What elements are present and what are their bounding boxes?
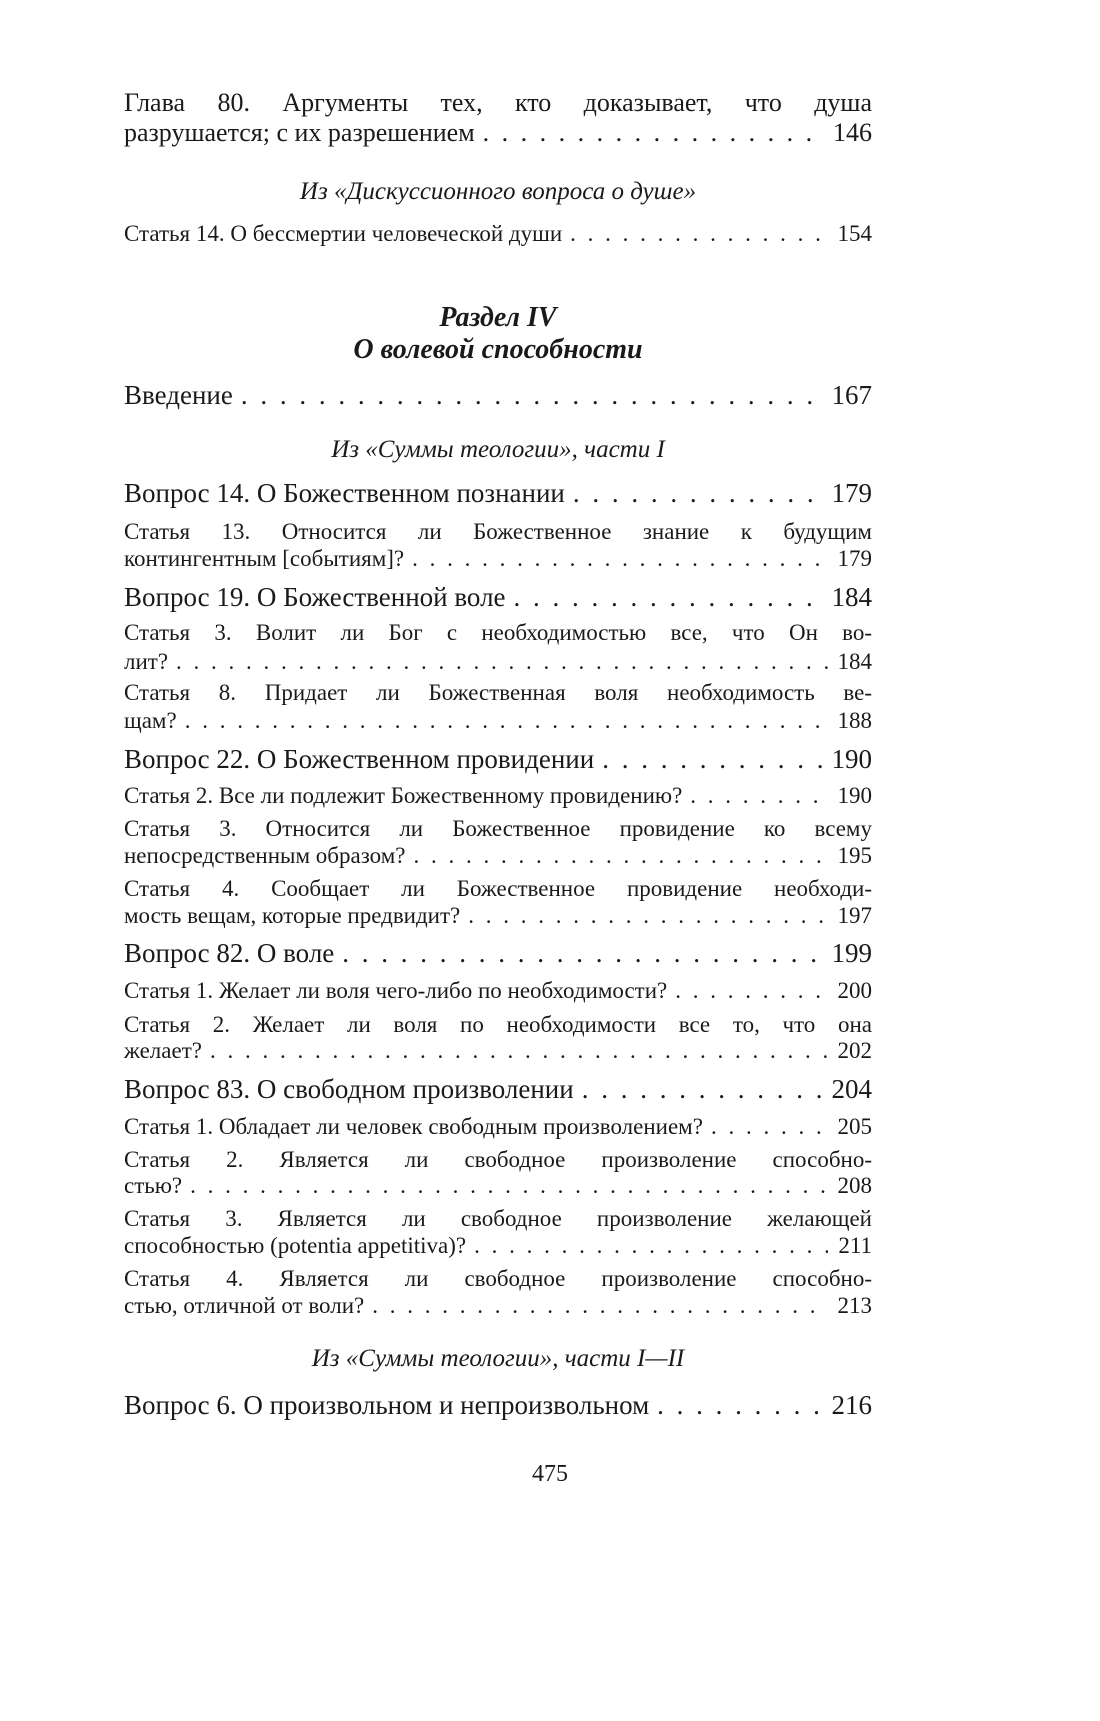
toc-entry-line[interactable]	[124, 679, 872, 706]
page-ref: 184	[837, 649, 872, 674]
dot-leader	[413, 842, 827, 869]
toc-entry-line[interactable]	[124, 1011, 872, 1038]
page-number: 475	[532, 1461, 568, 1487]
toc-entry-line[interactable]	[124, 875, 872, 902]
entry-title: мость вещам, которые предвидит?	[124, 903, 461, 928]
dot-leader	[573, 478, 822, 508]
page-ref: 146	[833, 118, 872, 147]
toc-entry-line[interactable]	[124, 380, 872, 410]
section-heading	[124, 334, 872, 366]
entry-title: способностью (potentia appetitiva)?	[124, 1233, 467, 1258]
entry-title: Из «Дискуссионного вопроса о душе»	[299, 178, 697, 205]
dot-leader	[372, 1292, 827, 1319]
toc-entry-line[interactable]	[124, 707, 872, 734]
dot-leader	[711, 1113, 828, 1140]
dot-leader	[582, 1074, 822, 1104]
page-ref: 205	[837, 1114, 872, 1139]
dot-leader	[210, 1037, 828, 1064]
dot-leader	[690, 782, 827, 809]
toc-entry-line[interactable]	[124, 1265, 872, 1292]
dot-leader	[468, 902, 827, 929]
entry-title: Статья 2. Желает ли воля по необходимости все то, что она	[124, 1012, 872, 1037]
toc-entry-line[interactable]	[124, 619, 872, 646]
entry-title: Вопрос 22. О Божественном провидении	[124, 744, 595, 774]
entry-title: Статья 3. Относится ли Божественное провидение ко всему	[124, 816, 872, 841]
dot-leader	[474, 1232, 828, 1259]
entry-title: контингентным [событиям]?	[124, 546, 405, 571]
entry-title: Из «Суммы теологии», части I—II	[311, 1345, 685, 1372]
subsection-heading	[124, 1345, 872, 1373]
page-ref: 184	[831, 582, 872, 612]
entry-title: Статья 14. О бессмертии человеческой души	[124, 221, 563, 246]
page-ref: 179	[831, 478, 872, 508]
toc-entry-line[interactable]	[124, 220, 872, 247]
page-ref: 216	[831, 1390, 872, 1420]
page-ref: 204	[831, 1074, 872, 1104]
toc-entry-line[interactable]	[124, 478, 872, 508]
toc-entry-line[interactable]	[124, 1390, 872, 1420]
page-ref: 208	[837, 1173, 872, 1198]
entry-title: разрушается; с их разрешением	[124, 118, 475, 147]
toc-entry-line[interactable]	[124, 1232, 872, 1259]
entry-title: Раздел IV	[439, 302, 557, 333]
toc-entry-line[interactable]	[124, 118, 872, 148]
toc-entry-line[interactable]	[124, 1113, 872, 1140]
toc-entry-line[interactable]	[124, 1037, 872, 1064]
entry-title: стью?	[124, 1173, 183, 1198]
page-ref: 190	[831, 744, 872, 774]
entry-title: Глава 80. Аргументы тех, кто доказывает, что душа	[124, 88, 872, 117]
page-ref: 213	[837, 1293, 872, 1318]
toc-entry-line[interactable]	[124, 1292, 872, 1319]
dot-leader	[483, 118, 823, 148]
entry-title: Статья 1. Желает ли воля чего-либо по необходимости?	[124, 978, 668, 1003]
entry-title: Вопрос 83. О свободном произволении	[124, 1074, 574, 1104]
entry-title: О волевой способности	[353, 334, 643, 365]
entry-title: непосредственным образом?	[124, 843, 406, 868]
toc-entry-line[interactable]	[124, 582, 872, 612]
section-heading	[124, 302, 872, 334]
page-ref: 167	[831, 380, 872, 410]
entry-title: стью, отличной от воли?	[124, 1293, 365, 1318]
toc-entry-line[interactable]	[124, 938, 872, 968]
toc-entry-line[interactable]	[124, 1205, 872, 1232]
entry-title: Статья 2. Является ли свободное произволение способно-	[124, 1147, 872, 1172]
dot-leader	[176, 648, 827, 675]
toc-entry-line[interactable]	[124, 842, 872, 869]
page-ref: 200	[837, 978, 872, 1003]
entry-title: Вопрос 6. О произвольном и непроизвольном	[124, 1390, 650, 1420]
dot-leader	[570, 220, 827, 247]
toc-entry-line[interactable]	[124, 782, 872, 809]
entry-title: Введение	[124, 380, 233, 410]
subsection-heading	[124, 178, 872, 206]
dot-leader	[412, 545, 827, 572]
entry-title: Статья 2. Все ли подлежит Божественному провидению?	[124, 783, 683, 808]
dot-leader	[657, 1390, 821, 1420]
dot-leader	[241, 380, 822, 410]
toc-entry-line[interactable]	[124, 977, 872, 1004]
page-ref: 188	[837, 708, 872, 733]
entry-title: Статья 8. Придает ли Божественная воля необходимость ве-	[124, 680, 872, 705]
toc-entry-line[interactable]	[124, 902, 872, 929]
dot-leader	[342, 938, 821, 968]
entry-title: желает?	[124, 1038, 202, 1063]
page-ref: 195	[837, 843, 872, 868]
entry-title: Статья 1. Обладает ли человек свободным произволением?	[124, 1114, 703, 1139]
toc-entry-line[interactable]	[124, 815, 872, 842]
toc-entry-line[interactable]	[124, 648, 872, 675]
toc-entry-line[interactable]	[124, 744, 872, 774]
page-ref: 190	[837, 783, 872, 808]
toc-entry-line[interactable]	[124, 1146, 872, 1173]
entry-title: Из «Суммы теологии», части I	[331, 436, 665, 463]
toc-entry-line[interactable]	[124, 1074, 872, 1104]
entry-title: щам?	[124, 708, 177, 733]
entry-title: Вопрос 19. О Божественной воле	[124, 582, 506, 612]
dot-leader	[675, 977, 827, 1004]
page-ref: 202	[837, 1038, 872, 1063]
entry-title: Вопрос 14. О Божественном познании	[124, 478, 565, 508]
page-ref: 211	[838, 1233, 872, 1258]
entry-title: Статья 3. Является ли свободное произволение желающей	[124, 1206, 872, 1231]
toc-entry-line[interactable]	[124, 545, 872, 572]
toc-entry-line[interactable]	[124, 1172, 872, 1199]
page-ref: 154	[837, 221, 872, 246]
entry-title: Статья 13. Относится ли Божественное знание к будущим	[124, 519, 872, 544]
entry-title: Статья 4. Является ли свободное произволение способно-	[124, 1266, 872, 1291]
dot-leader	[514, 582, 822, 612]
entry-title: Статья 4. Сообщает ли Божественное провидение необходи-	[124, 876, 872, 901]
subsection-heading	[124, 436, 872, 464]
page-ref: 197	[837, 903, 872, 928]
page-ref: 179	[837, 546, 872, 571]
toc-entry-line[interactable]	[124, 88, 872, 118]
dot-leader	[602, 744, 821, 774]
entry-title: Вопрос 82. О воле	[124, 938, 335, 968]
dot-leader	[185, 707, 828, 734]
toc-entry-line[interactable]	[124, 518, 872, 545]
dot-leader	[190, 1172, 827, 1199]
entry-title: лит?	[124, 649, 169, 674]
entry-title: Статья 3. Волит ли Бог с необходимостью все, что Он во-	[124, 620, 872, 645]
page-ref: 199	[831, 938, 872, 968]
